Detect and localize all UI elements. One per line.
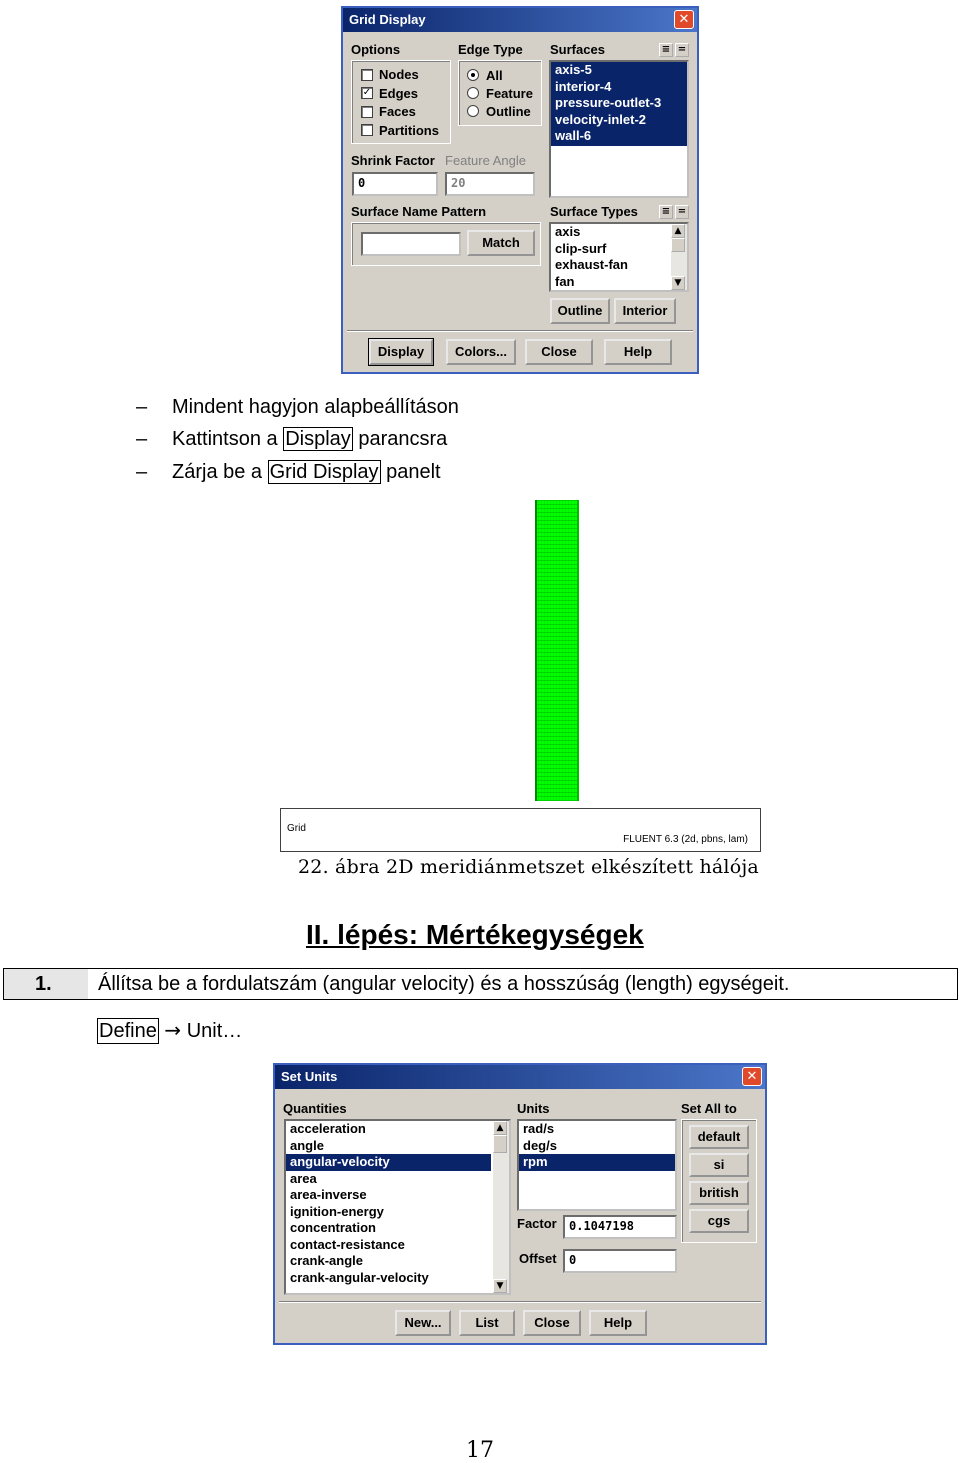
section-heading: II. lépés: Mértékegységek — [306, 919, 644, 950]
partitions-label: Partitions — [379, 123, 439, 138]
close-icon[interactable]: ✕ — [742, 1067, 762, 1086]
list-item[interactable]: exhaust-fan — [555, 257, 628, 272]
edges-checkbox[interactable]: ✓ — [362, 87, 372, 98]
surface-types-list[interactable] — [549, 222, 689, 292]
list-item[interactable]: acceleration — [290, 1121, 366, 1136]
step-text: Állítsa be a fordulatszám (angular velocity) és a hosszúság (length) egységeit. — [98, 973, 790, 995]
scrollbar[interactable] — [493, 1121, 509, 1293]
list-item[interactable]: crank-angular-velocity — [290, 1269, 429, 1285]
instruction-item — [172, 396, 459, 419]
scroll-thumb[interactable] — [493, 1135, 507, 1153]
menu-unit: Unit… — [186, 1020, 243, 1042]
list-item[interactable]: axis-5 — [551, 62, 687, 79]
bullet-dash: – — [136, 461, 148, 483]
options-label: Options — [351, 42, 401, 57]
partitions-checkbox[interactable] — [361, 124, 373, 136]
edges-label: Edges — [379, 86, 419, 101]
status-right: FLUENT 6.3 (2d, pbns, lam) — [623, 834, 748, 845]
set-units-titlebar[interactable] — [275, 1065, 765, 1089]
menu-define: Define — [99, 1020, 157, 1042]
quantities-label: Quantities — [283, 1101, 347, 1116]
list-item[interactable]: crank-angle — [290, 1253, 363, 1268]
list-item[interactable]: deg/s — [523, 1137, 557, 1153]
instruction-item — [172, 428, 447, 451]
boxed-term: Grid Display — [269, 461, 379, 483]
grid-display-titlebar[interactable] — [343, 8, 697, 32]
edge-type-all-radio[interactable] — [467, 69, 479, 81]
list-item[interactable]: angular-velocity — [286, 1154, 491, 1171]
surface-types-label: Surface Types — [550, 204, 638, 219]
list-item[interactable]: area-inverse — [290, 1187, 367, 1202]
select-all-icon[interactable]: ≡ — [659, 43, 673, 57]
scroll-up-icon[interactable]: ▲ — [671, 224, 685, 238]
graphics-status-bar — [280, 808, 761, 852]
help-button[interactable]: Help — [589, 1310, 647, 1336]
scroll-thumb[interactable] — [671, 238, 685, 252]
divider — [347, 330, 693, 332]
figure-caption: 22. ábra 2D meridiánmetszet elkészített hálója — [298, 856, 759, 878]
display-button[interactable]: Display — [369, 339, 433, 365]
outline-button[interactable]: Outline — [550, 298, 610, 324]
instruction-text: Kattintson a — [172, 428, 284, 450]
edge-type-outline-label: Outline — [486, 104, 531, 119]
list-item[interactable]: pressure-outlet-3 — [551, 95, 687, 112]
interior-button[interactable]: Interior — [614, 298, 676, 324]
edge-type-label: Edge Type — [458, 42, 523, 57]
deselect-all-types-icon[interactable]: = — [675, 205, 689, 219]
set-units-dialog — [273, 1063, 767, 1345]
list-button[interactable]: List — [459, 1310, 515, 1336]
default-button[interactable]: default — [689, 1125, 749, 1149]
close-icon[interactable]: ✕ — [674, 10, 694, 29]
list-item[interactable]: concentration — [290, 1220, 376, 1235]
faces-checkbox[interactable] — [361, 106, 373, 118]
surfaces-label: Surfaces — [550, 42, 605, 57]
feature-angle-input: 20 — [445, 172, 535, 196]
faces-label: Faces — [379, 104, 416, 119]
list-item[interactable]: clip-surf — [555, 240, 607, 256]
grid-display-dialog — [341, 6, 699, 374]
list-item[interactable]: wall-6 — [551, 128, 687, 145]
deselect-all-icon[interactable]: = — [675, 43, 689, 57]
cgs-button[interactable]: cgs — [689, 1209, 749, 1233]
status-left: Grid — [287, 823, 306, 834]
scrollbar[interactable] — [671, 224, 687, 290]
shrink-factor-input[interactable]: 0 — [352, 172, 438, 196]
edge-type-feature-radio[interactable] — [467, 87, 479, 99]
instruction-text: parancsra — [352, 428, 448, 450]
factor-input[interactable]: 0.1047198 — [563, 1215, 677, 1239]
offset-input[interactable]: 0 — [563, 1249, 677, 1273]
close-button[interactable]: Close — [523, 1310, 581, 1336]
surfaces-list[interactable] — [549, 60, 689, 198]
list-item[interactable]: angle — [290, 1137, 324, 1153]
page-number: 17 — [466, 1438, 494, 1463]
bullet-dash: – — [136, 396, 148, 418]
surface-name-pattern-input[interactable] — [361, 232, 461, 256]
set-all-to-label: Set All to — [681, 1101, 737, 1116]
list-item[interactable]: rad/s — [523, 1121, 555, 1136]
dialog-title: Grid Display — [349, 12, 426, 27]
arrow-icon: → — [164, 1018, 182, 1042]
close-button[interactable]: Close — [525, 339, 593, 365]
scroll-up-icon[interactable]: ▲ — [493, 1121, 507, 1135]
colors-button[interactable]: Colors... — [446, 339, 516, 365]
si-button[interactable]: si — [689, 1153, 749, 1177]
new-button[interactable]: New... — [395, 1310, 451, 1336]
quantities-list[interactable] — [284, 1119, 511, 1295]
scroll-down-icon[interactable]: ▼ — [493, 1279, 507, 1293]
divider — [279, 1301, 761, 1303]
feature-angle-label: Feature Angle — [445, 153, 526, 168]
match-button[interactable]: Match — [467, 230, 535, 256]
units-label: Units — [517, 1101, 550, 1116]
list-item[interactable]: velocity-inlet-2 — [551, 112, 687, 129]
units-list[interactable] — [517, 1119, 677, 1211]
factor-label: Factor — [517, 1216, 557, 1231]
help-button[interactable]: Help — [604, 339, 672, 365]
edge-type-outline-radio[interactable] — [467, 105, 479, 117]
instruction-item — [172, 461, 441, 484]
nodes-label: Nodes — [379, 67, 419, 82]
edge-type-all-label: All — [486, 68, 503, 83]
shrink-factor-label: Shrink Factor — [351, 153, 435, 168]
list-item[interactable]: fan — [555, 273, 575, 289]
instruction-text: panelt — [380, 461, 441, 483]
scroll-down-icon[interactable]: ▼ — [671, 276, 685, 290]
instruction-text: Mindent hagyjon alapbeállításon — [172, 396, 459, 418]
bullet-dash: – — [136, 428, 148, 450]
mesh-image — [535, 500, 579, 801]
select-all-types-icon[interactable]: ≡ — [659, 205, 673, 219]
edge-type-feature-label: Feature — [486, 86, 533, 101]
list-item[interactable]: rpm — [519, 1154, 675, 1171]
boxed-term: Display — [285, 428, 351, 450]
british-button[interactable]: british — [689, 1181, 749, 1205]
list-item[interactable]: axis — [555, 224, 581, 239]
list-item[interactable]: contact-resistance — [290, 1236, 405, 1252]
list-item[interactable]: ignition-energy — [290, 1203, 384, 1219]
step-number: 1. — [35, 973, 52, 995]
step-row — [3, 968, 958, 1000]
list-item[interactable]: interior-4 — [551, 79, 687, 96]
offset-label: Offset — [519, 1251, 557, 1266]
dialog-title: Set Units — [281, 1069, 338, 1084]
menu-path — [97, 1018, 242, 1043]
nodes-checkbox[interactable] — [361, 69, 373, 81]
instruction-text: Zárja be a — [172, 461, 268, 483]
surface-name-pattern-label: Surface Name Pattern — [351, 204, 487, 219]
list-item[interactable]: area — [290, 1170, 317, 1186]
